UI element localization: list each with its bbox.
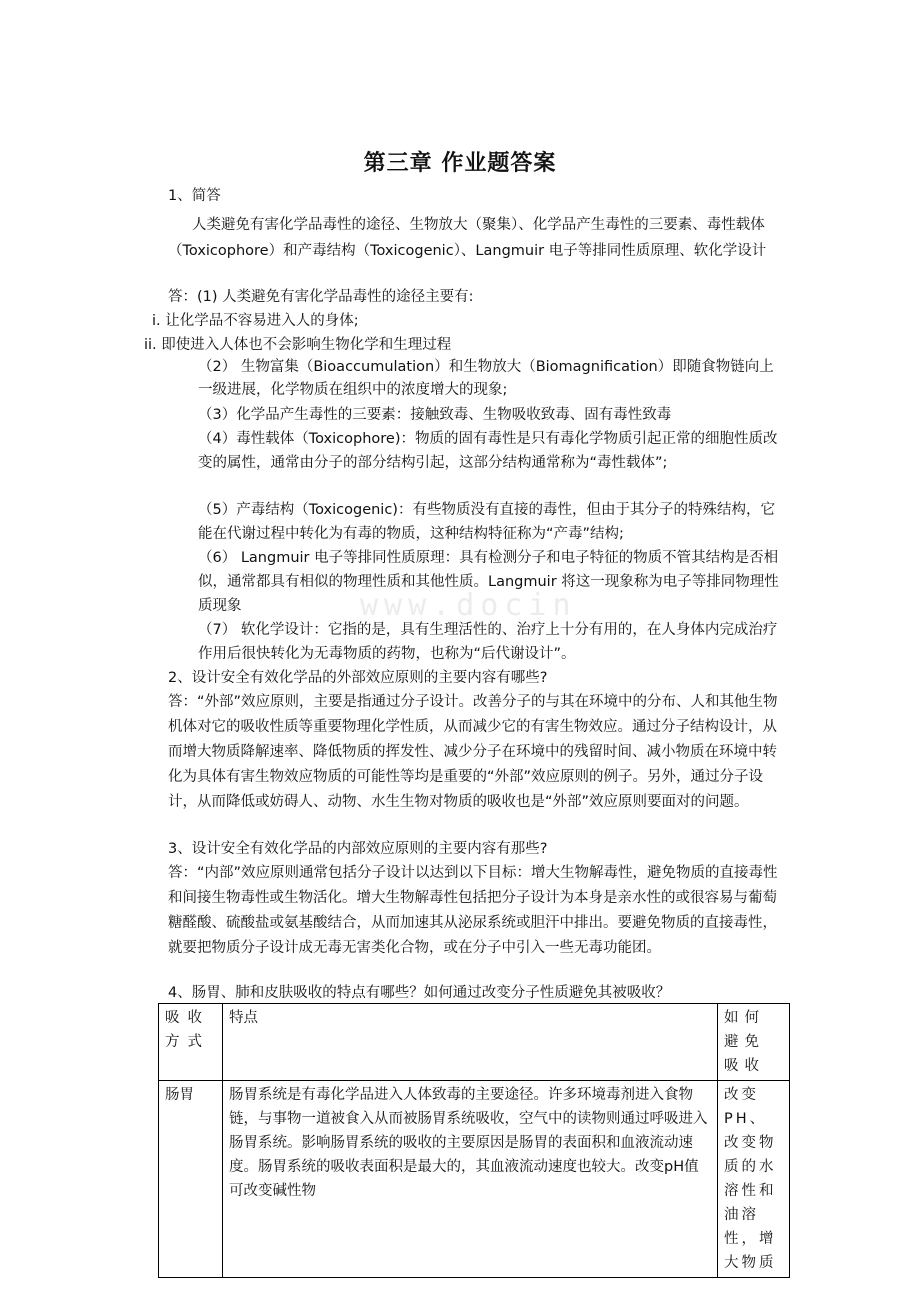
table-header-cell: 如何避免吸收	[718, 1004, 790, 1081]
absorption-table	[158, 1003, 790, 1278]
answer-item-5: （5）产毒结构（Toxicogenic)：有些物质没有直接的毒性，但由于其分子的特殊结构，它能在代谢过程中转化为有毒的物质，这种结构特征称为“产毒”结构;	[198, 502, 775, 542]
roman-item-2: ii. 即使进入人体也不会影响生物化学和生理过程	[144, 337, 452, 353]
table-cell-mode: 肠胃	[159, 1081, 223, 1278]
answer-item-6: （6） Langmuir 电子等排同性质原理：具有检测分子和电子特征的物质不管其结构是否相似，通常都具有相似的物理性质和其他性质。Langmuir 将这一现象称为电子等排同物理性质现象	[198, 550, 779, 614]
answer-item-2: （2） 生物富集（Bioaccumulation）和生物放大（Biomagnification）即随食物链向上一级进展，化学物质在组织中的浓度增大的现象;	[198, 359, 774, 398]
answer-item-3: （3）化学品产生毒性的三要素：接触致毒、生物吸收致毒、固有毒性致毒	[198, 407, 672, 423]
page-title: 第三章 作业题答案	[363, 151, 557, 176]
table-cell-feature: 肠胃系统是有毒化学品进入人体致毒的主要途径。许多环境毒剂进入食物链，与事物一道被食入从而被肠胃系统吸收，空气中的读物则通过呼吸进入肠胃系统。影响肠胃系统的吸收的主要原因是肠胃的表面积和血液流动速度。肠胃系统的吸收表面积是最大的，其血液流动速度也较大。改变pH值可改变碱性物	[223, 1081, 718, 1278]
section-3-question: 3、设计安全有效化学品的内部效应原则的主要内容有那些?	[168, 841, 548, 857]
roman-item-1: i. 让化学品不容易进入人的身体;	[152, 313, 359, 329]
answer-item-7: （7） 软化学设计：它指的是，具有生理活性的、治疗上十分有用的，在人身体内完成治疗作用后很快转化为无毒物质的药物，也称为“后代谢设计”。	[198, 622, 778, 662]
section-2-question: 2、设计安全有效化学品的外部效应原则的主要内容有哪些?	[168, 670, 548, 686]
table-row	[159, 1081, 790, 1278]
table-cell-avoid: 改变PH、改变物质的水溶性和油溶性，增大物质	[718, 1081, 790, 1278]
section-1-prompt: 人类避免有害化学品毒性的途径、生物放大（聚集）、化学品产生毒性的三要素、毒性载体（Toxicophore）和产毒结构（Toxicogenic）、Langmuir 电子等排同性质原理、软化学设计	[168, 217, 767, 259]
answer-item-4: （4）毒性载体（Toxicophore)：物质的固有毒性是只有毒化学物质引起正常的细胞性质改变的属性，通常由分子的部分结构引起，这部分结构通常称为“毒性载体”;	[198, 431, 778, 471]
section-1-heading: 1、简答	[168, 188, 221, 204]
section-2-answer: 答：“外部”效应原则，主要是指通过分子设计。改善分子的与其在环境中的分布、人和其他生物机体对它的吸收性质等重要物理化学性质，从而减少它的有害生物效应。通过分子结构设计，从而增大物质降解速率、降低物质的挥发性、减少分子在环境中的残留时间、减小物质在环境中转化为具体有害生物效应物质的可能性等均是重要的“外部”效应原则的例子。另外，通过分子设计，从而降低或妨碍人、动物、水生生物对物质的吸收也是“外部”效应原则要面对的问题。	[168, 694, 778, 810]
section-1-answer-lead: 答：(1) 人类避免有害化学品毒性的途径主要有:	[168, 289, 474, 305]
table-header-row	[159, 1004, 790, 1081]
watermark: www.docin	[360, 588, 577, 623]
table-header-cell: 特点	[223, 1004, 718, 1081]
section-3-answer: 答：“内部”效应原则通常包括分子设计以达到以下目标：增大生物解毒性，避免物质的直接毒性和间接生物毒性或生物活化。增大生物解毒性包括把分子设计为本身是亲水性的或很容易与葡萄糖醛酸、硫酸盐或氨基酸结合，从而加速其从泌尿系统或胆汗中排出。要避免物质的直接毒性，就要把物质分子设计成无毒无害类化合物，或在分子中引入一些无毒功能团。	[168, 865, 778, 956]
table-header-cell: 吸收方式	[159, 1004, 223, 1081]
section-4-question: 4、肠胃、肺和皮肤吸收的特点有哪些？如何通过改变分子性质避免其被吸收？	[168, 985, 671, 1001]
